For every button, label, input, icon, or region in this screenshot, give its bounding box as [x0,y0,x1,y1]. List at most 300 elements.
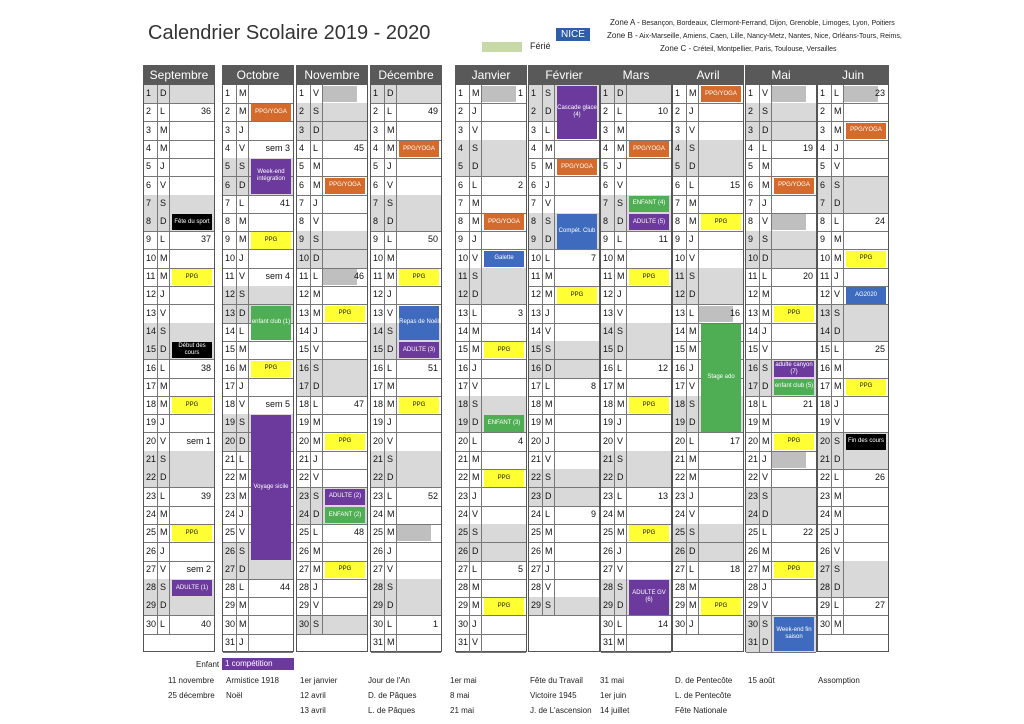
day-number: 16 [748,362,759,373]
cell-divider [843,414,844,432]
event-block[interactable]: PPG [251,361,291,377]
cell-divider [157,140,158,158]
cell-divider [248,103,249,121]
holiday-shade [323,269,357,285]
event-block[interactable]: Week-end intégration [251,159,291,194]
day-number: 15 [373,344,384,355]
cell-divider [831,305,832,323]
day-number: 21 [146,454,157,464]
cell-divider [554,341,555,359]
month-header: Septembre [143,65,215,85]
cell-divider [157,488,158,506]
event-block[interactable]: PPG [325,434,365,450]
event-block[interactable]: enfant club (1) [251,306,291,341]
event-block[interactable]: PPG/YOGA [774,178,814,194]
event-block[interactable]: PPG [172,397,212,413]
cell-divider [236,195,237,213]
cell-divider [310,561,311,579]
cell-divider [759,250,760,268]
day-number: 23 [458,490,469,501]
event-block[interactable]: PPG [399,397,439,413]
day-letter: V [617,563,624,574]
cell-divider [384,286,385,304]
day-number: 23 [531,490,542,501]
day-row [297,378,367,397]
event-block[interactable]: PPG [325,306,365,322]
event-block[interactable]: PPG [557,287,597,303]
cell-divider [626,85,627,103]
cell-divider [843,323,844,341]
event-block[interactable]: PPG/YOGA [629,141,669,157]
cell-divider [469,140,470,158]
day-number: 10 [373,252,384,263]
cell-divider [686,286,687,304]
cell-divider [614,597,615,615]
day-letter: M [762,289,770,300]
cell-divider [831,268,832,286]
day-row [144,378,214,397]
day-number: 26 [748,545,759,556]
cell-divider [157,341,158,359]
event-block[interactable]: PPG [629,397,669,413]
day-number: 11 [225,271,235,281]
event-block[interactable]: PPG [701,214,741,230]
event-block[interactable]: PPG [846,379,886,395]
cell-divider [481,305,482,323]
day-number: 26 [675,545,686,556]
day-letter: V [239,527,246,538]
day-row [456,177,526,196]
day-letter: M [313,179,321,190]
cell-divider [157,524,158,542]
day-letter: M [472,454,480,464]
day-number: 18 [225,399,236,410]
day-letter: J [160,417,165,428]
cell-divider [322,122,323,140]
day-row [456,103,526,122]
cell-divider [310,524,311,542]
day-row [223,250,293,269]
day-number: 31 [603,637,614,647]
day-row [601,305,671,324]
day-letter: M [689,600,697,611]
day-letter: L [239,454,245,464]
cell-divider [614,414,615,432]
day-number: 6 [531,179,537,190]
cell-divider [169,213,170,231]
cell-divider [236,177,237,195]
day-number: 19 [458,417,469,428]
event-block[interactable]: PPG [172,525,212,541]
cell-divider [626,286,627,304]
day-number: 27 [675,563,686,574]
event-block[interactable]: adulte canyon (7) [774,361,814,377]
day-number: 29 [603,600,614,611]
cell-divider [248,524,249,542]
day-letter: V [387,435,394,446]
cell-divider [843,488,844,506]
day-number: 17 [373,380,384,391]
day-letter: L [160,106,166,117]
cell-divider [831,579,832,597]
day-number: 22 [531,472,542,483]
day-number: 25 [675,527,686,538]
day-number: 19 [225,417,236,428]
event-block[interactable]: PPG [701,598,741,614]
day-row [746,122,816,141]
cell-divider [771,323,772,341]
day-letter: L [762,527,768,538]
day-letter: D [472,289,479,300]
event-block[interactable]: ADULTE (5) [629,214,669,230]
cell-divider [771,616,772,634]
day-number: 2 [299,106,305,117]
event-block[interactable]: PPG [846,251,886,267]
day-number: 29 [458,600,469,611]
day-number: 3 [299,124,305,135]
week-number: 22 [802,527,813,538]
event-block[interactable]: PPG [484,598,524,614]
day-letter: V [545,197,552,208]
day-row [144,195,214,214]
cell-divider [831,543,832,561]
event-block[interactable]: Cascade glace (4) [557,86,597,139]
event-block[interactable]: Fin des cours [846,434,886,450]
day-letter: M [834,252,842,263]
day-number: 17 [458,380,469,391]
zone-b [607,31,902,40]
cell-divider [481,360,482,378]
day-row [601,250,671,269]
week-number: 24 [874,216,885,227]
cell-divider [554,579,555,597]
day-letter: L [160,362,166,373]
cell-divider [831,561,832,579]
cell-divider [169,268,170,286]
cell-divider [771,634,772,652]
day-number: 21 [531,454,542,464]
event-block[interactable]: PPG [774,562,814,578]
day-letter: M [834,380,842,391]
cell-divider [614,323,615,341]
cell-divider [759,286,760,304]
event-block[interactable]: Fête du sport [172,214,212,230]
cell-divider [554,286,555,304]
event-block[interactable]: PPG/YOGA [484,214,524,230]
day-number: 17 [225,380,236,391]
cell-divider [322,561,323,579]
cell-divider [236,433,237,451]
day-letter: V [762,600,769,611]
day-number: 26 [225,545,236,556]
cell-divider [248,616,249,634]
cell-divider [310,231,311,249]
cell-divider [481,488,482,506]
day-number: 3 [748,124,754,135]
cell-divider [614,488,615,506]
day-letter: D [762,124,769,135]
day-number: 11 [373,271,383,281]
cell-divider [759,103,760,121]
event-block[interactable]: Galette [484,251,524,267]
cell-divider [626,158,627,176]
event-block[interactable]: PPG/YOGA [701,86,741,102]
footer-text: 14 juillet [600,706,630,715]
cell-divider [698,524,699,542]
event-block[interactable]: PPG [399,269,439,285]
zone-a [610,18,895,27]
day-number: 14 [458,325,469,336]
day-number: 20 [603,435,614,446]
cell-divider [554,433,555,451]
cell-divider [542,561,543,579]
cell-divider [698,231,699,249]
day-row [818,396,888,415]
day-number: 7 [603,197,609,208]
cell-divider [384,268,385,286]
cell-divider [396,396,397,414]
event-block[interactable]: PPG [484,470,524,486]
event-block[interactable]: ENFANT (2) [325,507,365,523]
event-block[interactable]: Compét. Club [557,214,597,249]
cell-divider [614,103,615,121]
day-letter: M [387,252,395,263]
cell-divider [759,634,760,652]
day-letter: J [472,618,477,629]
event-block[interactable]: ENFANT (4) [629,196,669,212]
cell-divider [384,103,385,121]
day-number: 24 [531,508,542,519]
day-number: 17 [820,380,831,391]
cell-divider [384,488,385,506]
day-number: 7 [531,197,537,208]
cell-divider [771,231,772,249]
event-block[interactable]: Week-end fin saison [774,617,814,652]
cell-divider [481,213,482,231]
day-letter: S [313,234,320,245]
day-letter: V [160,435,167,446]
cell-divider [771,177,772,195]
day-letter: S [689,271,696,281]
event-block[interactable]: PPG [774,434,814,450]
day-number: 9 [458,234,464,245]
day-row [144,414,214,433]
cell-divider [310,140,311,158]
cell-divider [236,543,237,561]
day-letter: M [160,271,168,281]
cell-divider [626,488,627,506]
day-number: 28 [531,582,542,593]
day-row [297,122,367,141]
cell-divider [384,469,385,487]
footer-text: L. de Pentecôte [675,691,732,700]
cell-divider [481,268,482,286]
event-block[interactable]: PPG/YOGA [251,104,291,120]
cell-divider [843,543,844,561]
week-number: 12 [657,362,668,373]
cell-divider [771,158,772,176]
cell-divider [542,213,543,231]
cell-divider [626,195,627,213]
event-block[interactable]: PPG [251,232,291,248]
day-number: 3 [373,124,379,135]
day-letter: D [689,289,696,300]
day-row [529,305,599,324]
day-letter: M [617,124,625,135]
day-row [297,543,367,562]
day-letter: V [834,161,841,172]
week-number: 41 [279,197,290,208]
event-block[interactable]: ADULTE (1) [172,580,212,596]
day-row [818,177,888,196]
footer-competition: 1 compétition [222,658,294,670]
event-block[interactable]: PPG [629,525,669,541]
cell-divider [831,488,832,506]
cell-divider [554,414,555,432]
cell-divider [310,543,311,561]
day-number: 23 [225,490,236,501]
day-letter: M [617,508,625,519]
cell-divider [248,268,249,286]
day-number: 26 [820,545,831,556]
cell-divider [771,286,772,304]
month-body [528,85,600,652]
cell-divider [236,469,237,487]
event-block[interactable]: ENFANT (3) [484,415,524,431]
cell-divider [469,360,470,378]
event-block[interactable]: ADULTE GV (6) [629,580,669,615]
day-number: 26 [458,545,469,556]
cell-divider [686,616,687,634]
day-row [456,451,526,470]
event-block[interactable]: PPG/YOGA [399,141,439,157]
cell-divider [843,561,844,579]
week-number: 2 [517,179,523,190]
day-letter: L [160,490,166,501]
day-number: 1 [748,88,754,98]
day-row [371,634,441,653]
cell-divider [469,396,470,414]
week-number: 18 [729,563,740,574]
day-letter: V [834,289,841,300]
day-letter: S [160,582,167,593]
cell-divider [157,231,158,249]
cell-divider [626,103,627,121]
cell-divider [322,158,323,176]
month-column-5 [528,65,600,652]
cell-divider [481,469,482,487]
day-letter: J [160,161,165,172]
day-letter: L [834,344,840,355]
day-letter: V [834,545,841,556]
day-number: 29 [531,600,542,611]
day-letter: M [313,289,321,300]
event-block[interactable]: PPG/YOGA [325,178,365,194]
day-letter: S [472,142,479,153]
cell-divider [759,158,760,176]
cell-divider [759,506,760,524]
cell-divider [542,122,543,140]
event-block[interactable]: enfant club (5) [774,379,814,395]
event-block[interactable]: Début des cours [172,342,212,358]
event-block[interactable]: ADULTE (2) [325,489,365,505]
event-block[interactable]: ADULTE (3) [399,342,439,358]
cell-divider [396,543,397,561]
event-block[interactable]: PPG [484,342,524,358]
cell-divider [771,122,772,140]
day-row [456,579,526,598]
day-number: 21 [458,454,469,464]
day-row [371,451,441,470]
day-number: 30 [373,618,384,629]
day-letter: S [472,271,479,281]
cell-divider [542,597,543,615]
event-block[interactable]: AG2020 [846,287,886,303]
day-row [144,543,214,562]
footer-text: 25 décembre [168,691,215,700]
day-row [529,506,599,525]
day-letter: L [689,563,695,574]
cell-divider [554,213,555,231]
day-number: 15 [675,344,686,355]
day-row [297,451,367,470]
week-number: 15 [729,179,740,190]
week-number: sem 1 [186,435,211,446]
week-number: 46 [353,271,364,281]
cell-divider [481,323,482,341]
month-header: Décembre [370,65,442,85]
cell-divider [236,451,237,469]
event-block[interactable]: PPG [172,269,212,285]
day-row [297,195,367,214]
cell-divider [384,231,385,249]
cell-divider [554,543,555,561]
cell-divider [554,122,555,140]
cell-divider [542,396,543,414]
cell-divider [614,286,615,304]
day-letter: M [239,106,247,117]
event-block[interactable]: PPG/YOGA [557,159,597,175]
event-block[interactable]: PPG [325,562,365,578]
cell-divider [396,323,397,341]
cell-divider [554,488,555,506]
cell-divider [248,250,249,268]
footer-text: 15 août [748,676,775,685]
cell-divider [843,122,844,140]
event-block[interactable]: PPG [629,269,669,285]
event-block[interactable]: Repas de Noël [399,306,439,341]
cell-divider [481,341,482,359]
event-block[interactable]: Voyage sicile [251,415,291,559]
day-row [371,561,441,580]
day-number: 10 [146,252,157,263]
cell-divider [396,122,397,140]
day-row [601,469,671,488]
event-block[interactable]: Stage ado [701,324,741,432]
day-number: 12 [225,289,236,300]
cell-divider [481,634,482,652]
event-block[interactable]: PPG/YOGA [846,123,886,139]
week-number: 13 [657,490,668,501]
cell-divider [322,213,323,231]
event-block[interactable]: PPG [774,306,814,322]
cell-divider [481,616,482,634]
day-row [144,597,214,616]
day-row [746,341,816,360]
cell-divider [169,103,170,121]
cell-divider [169,158,170,176]
cell-divider [469,451,470,469]
